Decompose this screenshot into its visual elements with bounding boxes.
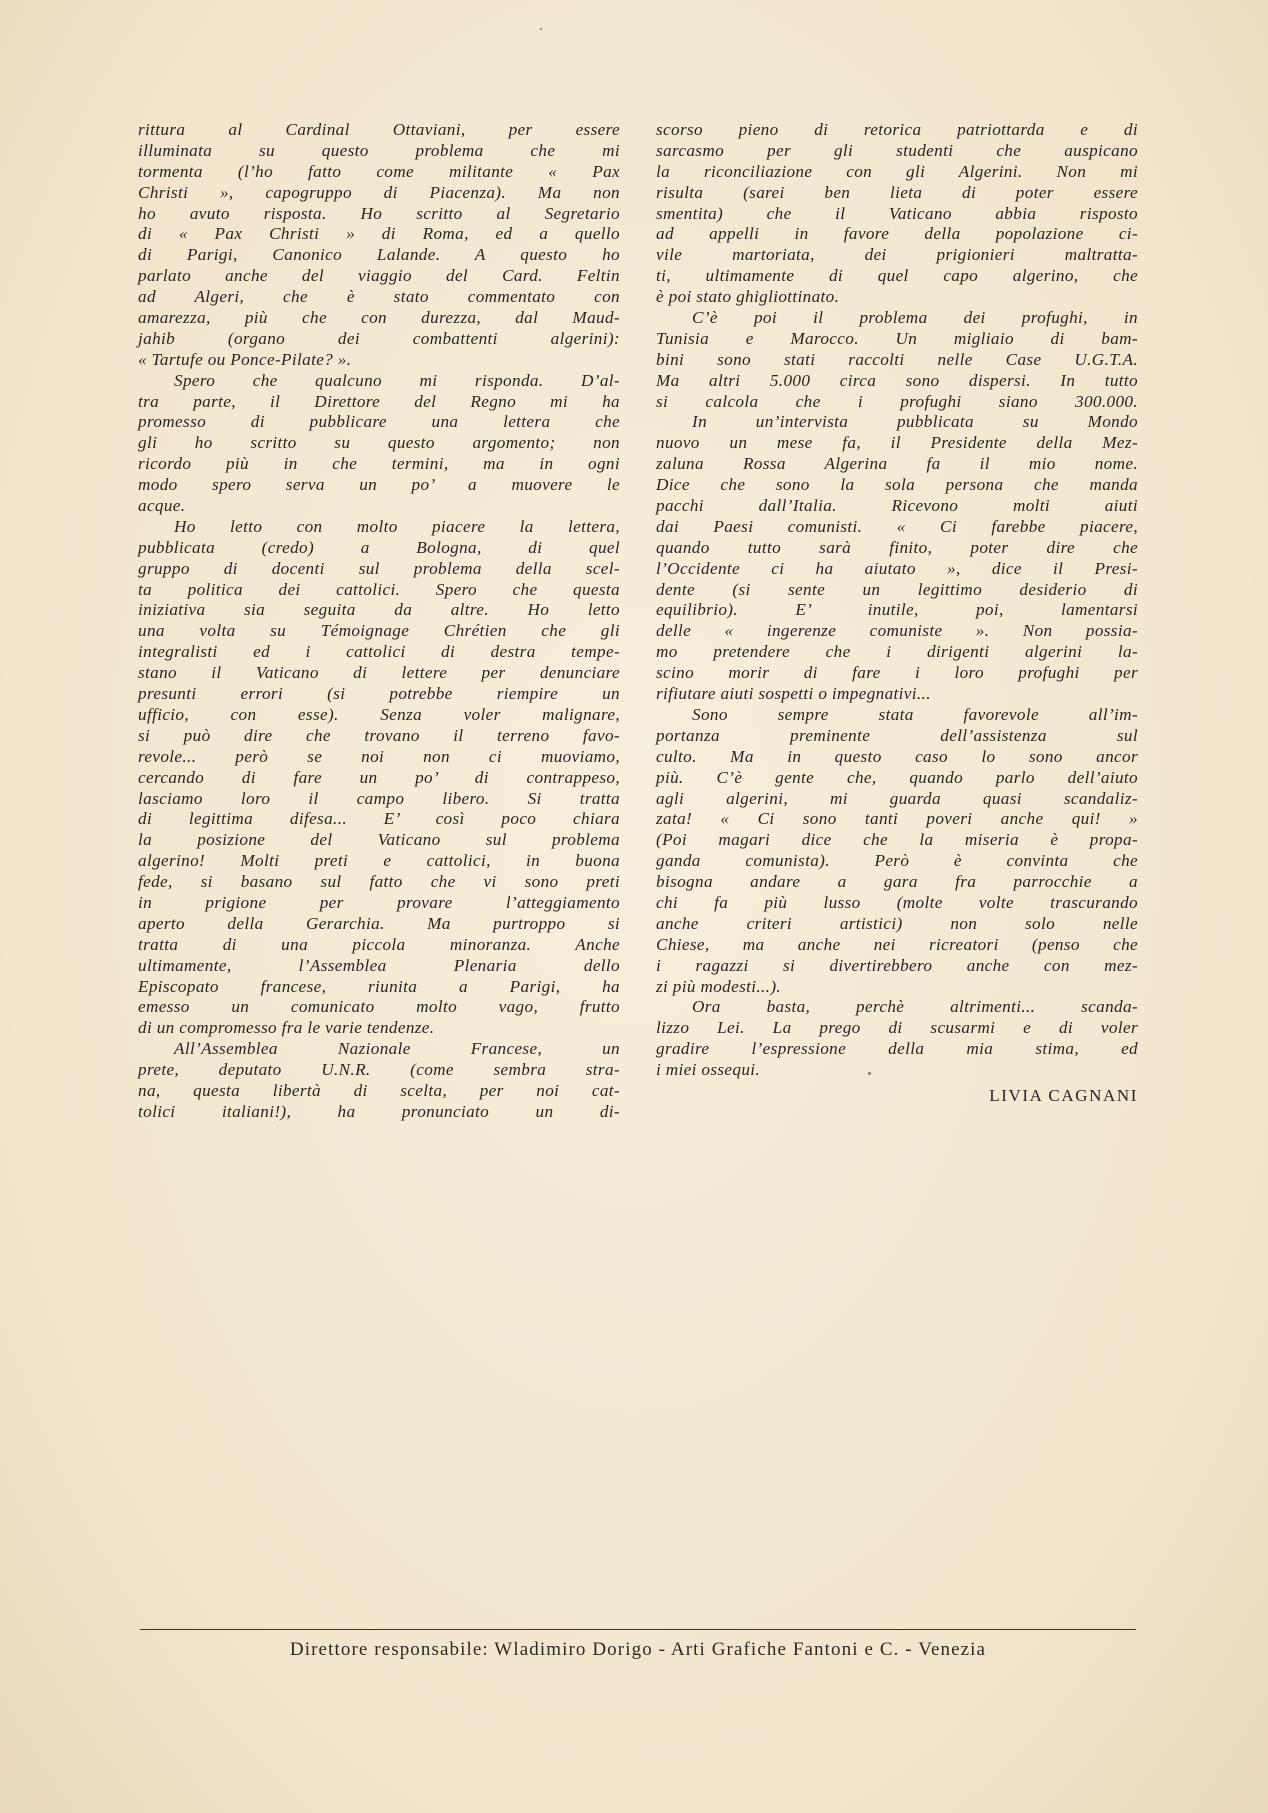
text-line: ad appelli in favore della popolazione ci- bbox=[656, 224, 1138, 244]
text-line: Dice che sono la sola persona che manda bbox=[656, 475, 1138, 495]
text-line: pacchi dall’Italia. Ricevono molti aiuti bbox=[656, 496, 1138, 516]
text-line: illuminata su questo problema che mi bbox=[138, 140, 620, 160]
text-line: integralisti ed i cattolici di destra tempe- bbox=[138, 642, 620, 662]
text-line: vile martoriata, dei prigionieri maltratta- bbox=[656, 245, 1138, 265]
text-line: culto. Ma in questo caso lo sono ancor bbox=[656, 746, 1138, 766]
paper-speck bbox=[540, 28, 542, 30]
text-line: iniziativa sia seguita da altre. Ho letto bbox=[138, 600, 620, 620]
text-line: All’Assemblea Nazionale Francese, un bbox=[174, 1039, 620, 1059]
text-line: nuovo un mese fa, il Presidente della Mez- bbox=[656, 433, 1138, 453]
text-line: di legittima difesa... E’ così poco chiara bbox=[138, 809, 620, 829]
text-line: Ora basta, perchè altrimenti... scanda- bbox=[692, 997, 1138, 1017]
text-line: si può dire che trovano il terreno favo- bbox=[138, 725, 620, 745]
text-line: fede, si basano sul fatto che vi sono preti bbox=[138, 872, 620, 892]
text-line: di Parigi, Canonico Lalande. A questo ho bbox=[138, 245, 620, 265]
text-line: tra parte, il Direttore del Regno mi ha bbox=[138, 391, 620, 411]
text-line: aperto della Gerarchia. Ma purtroppo si bbox=[138, 913, 620, 933]
text-line: C’è poi il problema dei profughi, in bbox=[692, 308, 1138, 328]
text-line: chi fa più lusso (molte volte trascurando bbox=[656, 892, 1138, 912]
text-line: dente (si sente un legittimo desiderio di bbox=[656, 579, 1138, 599]
text-line: di « Pax Christi » di Roma, ed a quello bbox=[138, 224, 620, 244]
paper-speck bbox=[868, 1072, 871, 1075]
text-line: delle « ingerenze comuniste ». Non possia- bbox=[656, 621, 1138, 641]
left-text-column bbox=[138, 120, 620, 1123]
text-line: di un compromesso fra le varie tendenze. bbox=[138, 1018, 435, 1038]
text-line: ultimamente, l’Assemblea Plenaria dello bbox=[138, 955, 620, 975]
text-line: Ho letto con molto piacere la lettera, bbox=[174, 516, 620, 536]
text-line: algerino! Molti preti e cattolici, in buona bbox=[138, 851, 620, 871]
text-line: agli algerini, mi guarda quasi scandaliz- bbox=[656, 788, 1138, 808]
text-line: lasciamo loro il campo libero. Si tratta bbox=[138, 788, 620, 808]
text-line: smentita) che il Vaticano abbia risposto bbox=[656, 203, 1138, 223]
text-line: emesso un comunicato molto vago, frutto bbox=[138, 997, 620, 1017]
text-line: una volta su Témoignage Chrétien che gli bbox=[138, 621, 620, 641]
text-line: anche criteri artistici) non solo nelle bbox=[656, 913, 1138, 933]
text-line: Ma altri 5.000 circa sono dispersi. In tutto bbox=[656, 370, 1138, 390]
text-line: Christi », capogruppo di Piacenza). Ma non bbox=[138, 182, 620, 202]
text-line: i ragazzi si divertirebbero anche con mez- bbox=[656, 955, 1138, 975]
text-line: parlato anche del viaggio del Card. Feltin bbox=[138, 266, 620, 286]
text-line: pubblicata (credo) a Bologna, di quel bbox=[138, 537, 620, 557]
text-line: revole... però se noi non ci muoviamo, bbox=[138, 746, 620, 766]
text-line: ta politica dei cattolici. Spero che questa bbox=[138, 579, 620, 599]
text-line: ho avuto risposta. Ho scritto al Segretario bbox=[138, 203, 620, 223]
text-line: l’Occidente ci ha aiutato », dice il Presi- bbox=[656, 558, 1138, 578]
text-line: Episcopato francese, riunita a Parigi, ha bbox=[138, 976, 620, 996]
text-line: tolici italiani!), ha pronunciato un di- bbox=[138, 1101, 620, 1121]
text-line: zaluna Rossa Algerina fa il mio nome. bbox=[656, 454, 1138, 474]
text-line: quando tutto sarà finito, poter dire che bbox=[656, 537, 1138, 557]
text-line: ad Algeri, che è stato commentato con bbox=[138, 287, 620, 307]
text-line: modo spero serva un po’ a muovere le bbox=[138, 475, 620, 495]
text-line: gruppo di docenti sul problema della scel- bbox=[138, 558, 620, 578]
text-line: na, questa libertà di scelta, per noi cat- bbox=[138, 1080, 620, 1100]
text-line: sarcasmo per gli studenti che auspicano bbox=[656, 140, 1138, 160]
text-line: i miei ossequi. bbox=[656, 1060, 761, 1080]
text-line: la riconciliazione con gli Algerini. Non mi bbox=[656, 161, 1138, 181]
text-line: risulta (sarei ben lieta di poter essere bbox=[656, 182, 1138, 202]
text-line: lizzo Lei. La prego di scusarmi e di voler bbox=[656, 1018, 1138, 1038]
text-line: ti, ultimamente di quel capo algerino, che bbox=[656, 266, 1138, 286]
text-line: Sono sempre stata favorevole all’im- bbox=[692, 704, 1138, 724]
text-line: promesso di pubblicare una lettera che bbox=[138, 412, 620, 432]
text-line: jahib (organo dei combattenti algerini): bbox=[138, 328, 620, 348]
author-signature: LIVIA CAGNANI bbox=[989, 1085, 1138, 1105]
text-line: Chiese, ma anche nei ricreatori (penso che bbox=[656, 934, 1138, 954]
text-line: acque. bbox=[138, 496, 186, 516]
text-line: Tunisia e Marocco. Un migliaio di bam- bbox=[656, 328, 1138, 348]
text-line: gradire l’espressione della mia stima, ed bbox=[656, 1039, 1138, 1059]
text-line: bini sono stati raccolti nelle Case U.G.T.A. bbox=[656, 349, 1138, 369]
text-line: ufficio, con esse). Senza voler malignare, bbox=[138, 704, 620, 724]
text-line: stano il Vaticano di lettere per denunciare bbox=[138, 663, 620, 683]
text-line: ganda comunista). Però è convinta che bbox=[656, 851, 1138, 871]
text-line: zi più modesti...). bbox=[656, 976, 782, 996]
text-line: gli ho scritto su questo argomento; non bbox=[138, 433, 620, 453]
text-line: « Tartufe ou Ponce-Pilate? ». bbox=[138, 349, 352, 369]
text-line: ricordo più in che termini, ma in ogni bbox=[138, 454, 620, 474]
footer-credits: Direttore responsabile: Wladimiro Dorigo - Arti Grafiche Fantoni e C. - Venezia bbox=[289, 1639, 987, 1660]
text-line: Spero che qualcuno mi risponda. D’al- bbox=[174, 370, 620, 390]
text-line: rifiutare aiuti sospetti o impegnativi... bbox=[656, 684, 931, 704]
text-line: In un’intervista pubblicata su Mondo bbox=[692, 412, 1138, 432]
text-line: in prigione per provare l’atteggiamento bbox=[138, 892, 620, 912]
text-line: zata! « Ci sono tanti poveri anche qui! » bbox=[656, 809, 1138, 829]
right-text-column bbox=[656, 120, 1138, 1107]
text-line: rittura al Cardinal Ottaviani, per essere bbox=[138, 120, 620, 139]
text-line: più. C’è gente che, quando parlo dell’aiuto bbox=[656, 767, 1138, 787]
text-line: scorso pieno di retorica patriottarda e di bbox=[656, 120, 1138, 139]
text-line: dai Paesi comunisti. « Ci farebbe piacere, bbox=[656, 516, 1138, 536]
text-line: si calcola che i profughi siano 300.000. bbox=[656, 391, 1138, 411]
text-line: equilibrio). E’ inutile, poi, lamentarsi bbox=[656, 600, 1138, 620]
text-line: cercando di fare un po’ di contrappeso, bbox=[138, 767, 620, 787]
footer-rule bbox=[140, 1629, 1136, 1630]
text-line: prete, deputato U.N.R. (come sembra stra- bbox=[138, 1060, 620, 1080]
text-line: la posizione del Vaticano sul problema bbox=[138, 830, 620, 850]
text-line: mo pretendere che i dirigenti algerini la- bbox=[656, 642, 1138, 662]
text-line: (Poi magari dice che la miseria è propa- bbox=[656, 830, 1138, 850]
text-line: tormenta (l’ho fatto come militante « Pax bbox=[138, 161, 620, 181]
text-line: scino morir di fare i loro profughi per bbox=[656, 663, 1138, 683]
text-line: portanza preminente dell’assistenza sul bbox=[656, 725, 1138, 745]
text-line: presunti errori (si potrebbe riempire un bbox=[138, 684, 620, 704]
text-line: tratta di una piccola minoranza. Anche bbox=[138, 934, 620, 954]
text-line: bisogna andare a gara fra parrocchie a bbox=[656, 872, 1138, 892]
text-line: amarezza, più che con durezza, dal Maud- bbox=[138, 308, 620, 328]
text-line: è poi stato ghigliottinato. bbox=[656, 287, 840, 307]
